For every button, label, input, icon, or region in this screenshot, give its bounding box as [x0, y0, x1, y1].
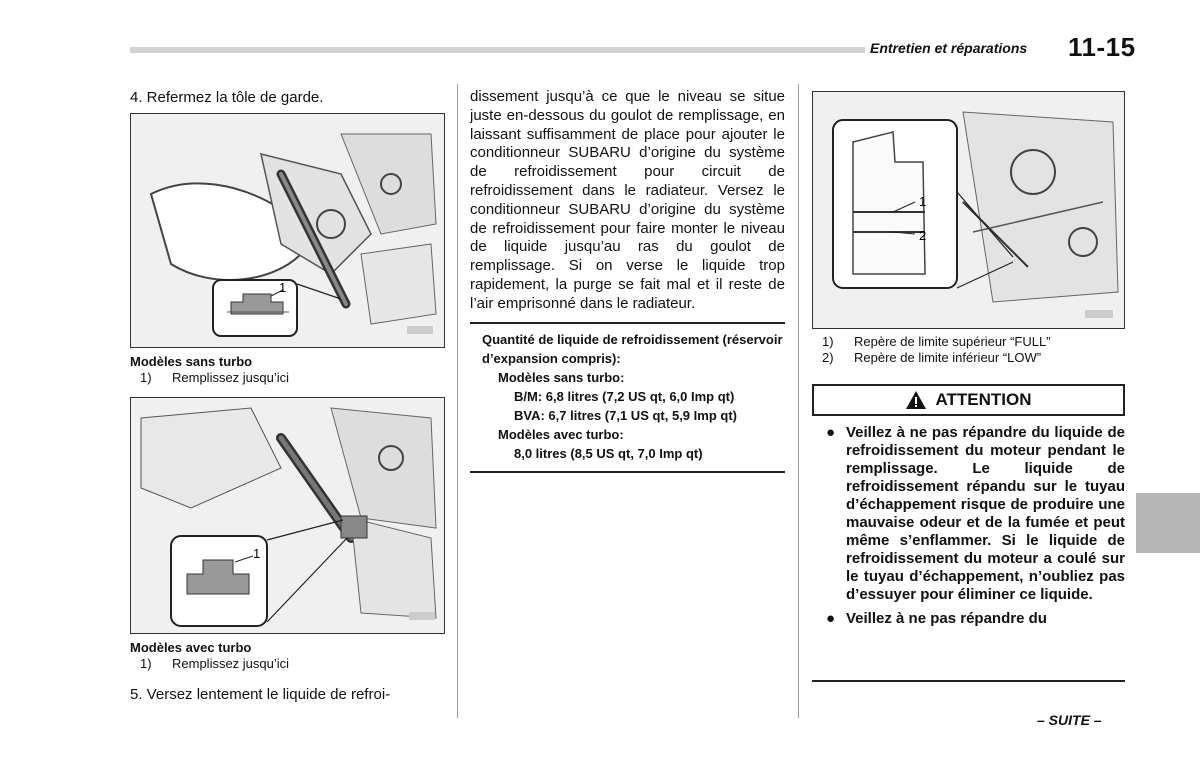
engine-illustration-turbo	[131, 398, 444, 633]
continued-label: – SUITE –	[1037, 712, 1102, 728]
attention-label: ATTENTION	[935, 390, 1032, 409]
figure1-caption-item	[130, 370, 445, 386]
figure3-caption	[812, 334, 1125, 366]
engine-illustration-non-turbo	[131, 114, 444, 347]
figure-reservoir	[812, 91, 1125, 329]
spec-value: 8,0 litres (8,5 US qt, 7,0 Imp qt)	[514, 445, 703, 461]
caption-text: Repère de limite supérieur “FULL”	[854, 334, 1051, 349]
column-divider-right	[798, 84, 799, 718]
header-rule	[130, 47, 865, 53]
bullet-icon: ●	[826, 424, 836, 441]
warning-triangle-icon	[905, 390, 927, 410]
caption-number: 1)	[822, 334, 834, 349]
spec-group2-title: Modèles avec turbo:	[498, 426, 624, 442]
warning-item	[812, 424, 1125, 604]
column-divider-left	[457, 84, 458, 718]
caption-number: 1)	[140, 656, 152, 671]
caption-text: Repère de limite inférieur “LOW”	[854, 350, 1042, 365]
spec-group1-title: Modèles sans turbo:	[498, 369, 625, 385]
caption-text: Remplissez jusqu’ici	[172, 370, 290, 385]
section-title: Entretien et réparations	[870, 40, 1028, 56]
caption-item	[812, 334, 1125, 350]
caption-number: 2)	[822, 350, 834, 365]
middle-column	[470, 88, 785, 473]
figure-non-turbo	[130, 113, 445, 348]
caption-item	[812, 350, 1125, 366]
figure1-caption-title: Modèles sans turbo	[130, 354, 253, 369]
warning-text: Veillez à ne pas répandre du	[846, 610, 1047, 627]
right-column	[812, 88, 1125, 682]
figure2-caption-item	[130, 656, 445, 672]
figure1-callout: 1	[279, 280, 287, 295]
step-4: 4. Refermez la tôle de garde.	[130, 89, 324, 106]
warning-list	[812, 424, 1125, 628]
attention-header	[812, 384, 1125, 416]
spec-value: BVA: 6,7 litres (7,1 US qt, 5,9 Imp qt)	[514, 407, 737, 423]
figure-turbo	[130, 397, 445, 634]
chapter-tab	[1136, 493, 1200, 553]
left-column	[130, 88, 445, 704]
reservoir-illustration	[813, 92, 1124, 328]
refill-paragraph: dissement jusqu’à ce que le niveau se situe juste en-dessous du goulot de remplissage, en laissant suffisamment de place pour ajouter le conditionneur SUBARU d’origine du système de refroidissement pour circuit de refroidissement dans le radiateur. Versez le conditionneur SUBARU d’origine du système de refroidissement pour faire monter le niveau de liquide jusqu’au ras du goulot de remplissage. Si on verse le liquide trop rapidement, la purge se fait mal et il reste de l’air emprisonné dans le radiateur.	[470, 88, 785, 312]
caption-text: Remplissez jusqu’ici	[172, 656, 290, 671]
step-5: 5. Versez lentement le liquide de refroi-	[130, 686, 391, 703]
attention-content	[812, 416, 1125, 682]
figure2-caption-title: Modèles avec turbo	[130, 640, 252, 655]
bullet-icon: ●	[826, 610, 836, 627]
figure3-callout-2: 2	[919, 228, 927, 243]
figure2-callout: 1	[253, 546, 261, 561]
warning-text: Veillez à ne pas répandre du liquide de refroidissement du moteur pendant le remplissage. Le liquide de refroidissement répandu sur le tuyau d’échappement risque de produire une mauvaise odeur et de la fumée et peut même s’enflammer. Si le liquide de refroidissement du moteur a coulé sur le tuyau d’échappement, n’oubliez pas d’essuyer pour éliminer ce liquide.	[846, 424, 1125, 603]
caption-number: 1)	[140, 370, 152, 385]
page-number: 11-15	[1068, 32, 1136, 62]
figure3-callout-1: 1	[919, 194, 927, 209]
coolant-capacity-spec	[470, 322, 785, 473]
spec-title: Quantité de liquide de refroidissement (réservoir d’expansion compris):	[482, 331, 783, 366]
spec-value: B/M: 6,8 litres (7,2 US qt, 6,0 Imp qt)	[514, 388, 735, 404]
warning-item	[812, 610, 1125, 628]
